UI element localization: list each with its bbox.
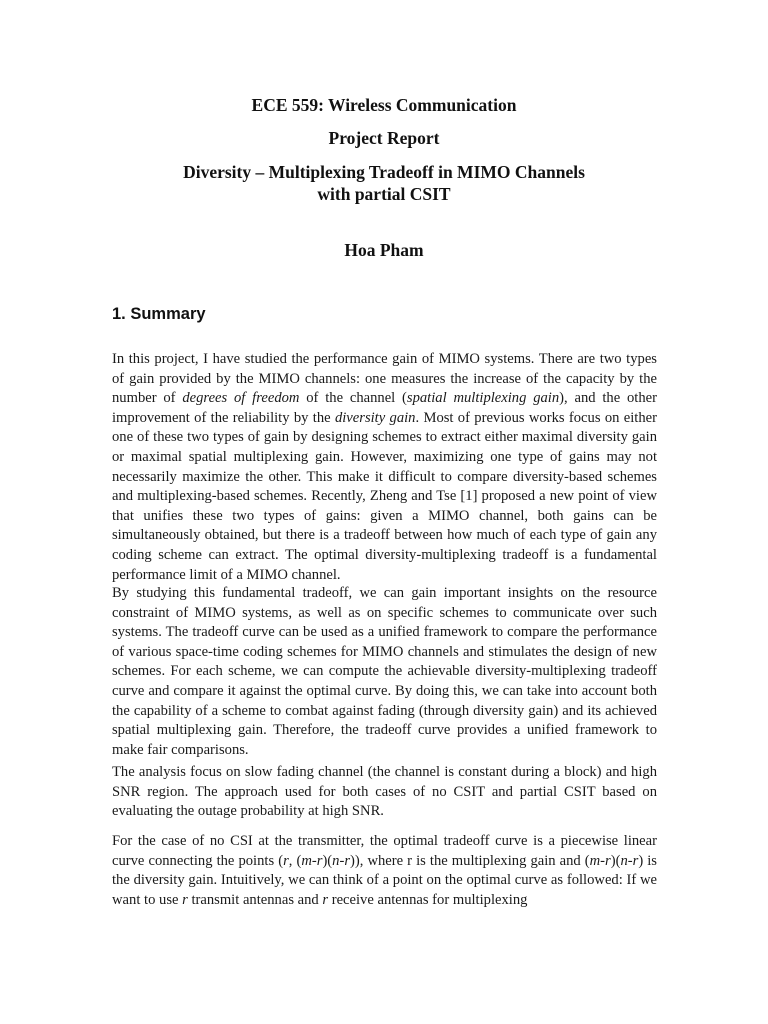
p4-italic-4: m-r — [589, 852, 611, 869]
p4-text-5: )( — [610, 852, 621, 869]
p4-text-7: transmit antennas and — [187, 891, 323, 908]
paragraph-4 — [112, 832, 657, 910]
p4-text-6: ) is the diversity gain. Intuitively, we can think of a point on the optimal curve as followed: If we want to use — [112, 852, 657, 908]
p4-italic-2: m-r — [301, 852, 323, 869]
main-title-line-1: Diversity – Multiplexing Tradeoff in MIMO Channels — [183, 162, 585, 182]
report-subtitle: Project Report — [328, 128, 440, 148]
paragraph-3: The analysis focus on slow fading channel (the channel is constant during a block) and high SNR region. The approach used for both cases of no CSIT and partial CSIT based on evaluating the outage probability at high SNR. — [112, 764, 657, 820]
section-heading-summary: 1. Summary — [112, 305, 206, 323]
p1-text-3: ), and the other improvement of the reliability by the — [112, 390, 657, 426]
p1-italic-1: degrees of freedom — [182, 390, 300, 407]
p4-text-8: receive antennas for multiplexing — [328, 891, 528, 908]
p1-italic-3: diversity gain — [334, 409, 416, 426]
p4-italic-7: r — [322, 891, 329, 908]
p1-text-4: . Most of previous works focus on either one of these two types of gain by designing schemes to extract either maximal diversity gain or maximal spatial multiplexing gain. However, maximizing one type of gains may not necessarily maximize the other. This make it difficult to compare diversity-based schemes and multiplexing-based schemes. Recently, Zheng and Tse [1] proposed a new point of view that unifies these two types of gains: given a MIMO channel, both gains can be simultaneously obtained, but there is a tradeoff between how much of each type of gain any coding scheme can extract. The optimal diversity-multiplexing tradeoff is a fundamental performance limit of a MIMO channel. — [112, 409, 657, 583]
p4-text-3: )( — [322, 852, 333, 869]
p4-italic-1: r — [283, 852, 289, 869]
p1-text-2: of the channel ( — [299, 390, 407, 407]
course-title: ECE 559: Wireless Communication — [251, 95, 517, 115]
p1-italic-2: spatial multiplexing gain — [406, 390, 560, 407]
p4-text-4: )), where r is the multiplexing gain and ( — [350, 852, 590, 869]
p4-italic-3: n-r — [332, 852, 351, 869]
p4-italic-5: n-r — [620, 852, 639, 869]
paragraph-1 — [112, 350, 657, 585]
p4-text-2: , ( — [288, 852, 302, 869]
paragraph-2: By studying this fundamental tradeoff, we can gain important insights on the resource constraint of MIMO systems, as well as on specific schemes to communicate over such systems. The tradeoff curve can be used as a unified framework to compare the performance of various space-time coding schemes for MIMO channels and stimulates the design of new schemes. For each scheme, we can compute the achievable diversity-multiplexing tradeoff curve and compare it against the optimal curve. By doing this, we can take into account both the capability of a scheme to combat against fading (through diversity gain) and its achieved spatial multiplexing gain. Therefore, the tradeoff curve provides a unified framework to make fair comparisons. — [112, 585, 657, 758]
p1-text-1: In this project, I have studied the performance gain of MIMO systems. There are two types of gain provided by the MIMO channels: one measures the increase of the capacity by the number of — [112, 351, 657, 407]
main-title-line-2: with partial CSIT — [317, 184, 451, 204]
author-name: Hoa Pham — [344, 240, 424, 260]
main-title — [0, 161, 768, 205]
p4-italic-6: r — [182, 891, 188, 908]
p4-text-1: For the case of no CSI at the transmitter, the optimal tradeoff curve is a piecewise linear curve connecting the points ( — [112, 833, 657, 869]
